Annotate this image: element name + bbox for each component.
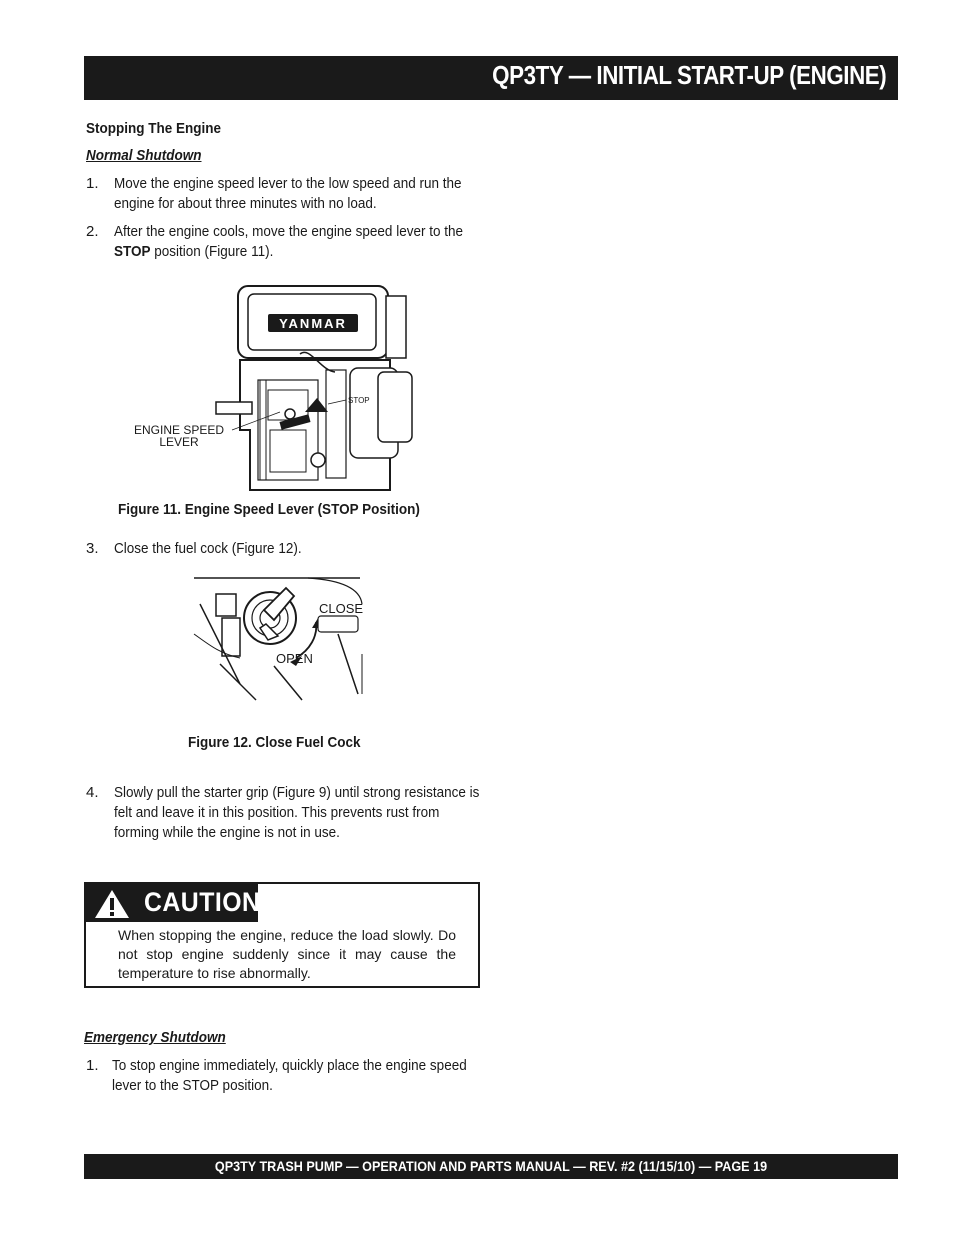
emergency-shutdown-heading: Emergency Shutdown xyxy=(84,1029,226,1046)
step-text-bold: STOP xyxy=(114,243,151,260)
stop-label: STOP xyxy=(348,396,370,405)
step-number: 3. xyxy=(86,540,99,557)
warning-triangle-icon xyxy=(94,889,130,919)
caution-header xyxy=(86,884,261,922)
step-text-part: After the engine cools, move the engine speed lever to the xyxy=(114,223,463,240)
step-number: 1. xyxy=(86,175,99,192)
footer-text: QP3TY TRASH PUMP — OPERATION AND PARTS MANUAL — REV. #2 (11/15/10) — PAGE 19 xyxy=(214,1158,768,1174)
page-title: QP3TY — INITIAL START-UP (ENGINE) xyxy=(491,60,886,90)
step-number: 1. xyxy=(86,1057,99,1074)
page-footer-bar xyxy=(84,1154,898,1179)
figure-11-engine-illustration xyxy=(120,280,420,500)
engine-speed-lever-label: ENGINE SPEED xyxy=(133,423,225,437)
step-text: Slowly pull the starter grip (Figure 9) until strong resistance is felt and leave it in this position. This prevents rust from forming while the engine is not in use. xyxy=(114,784,480,841)
open-label: OPEN xyxy=(276,651,313,666)
step-text: Close the fuel cock (Figure 12). xyxy=(114,540,302,557)
step-number: 2. xyxy=(86,223,99,240)
caution-box xyxy=(84,882,480,988)
close-label: CLOSE xyxy=(319,601,364,616)
caution-label: CAUTION xyxy=(144,887,261,917)
step-text: Move the engine speed lever to the low speed and run the engine for about three minutes with no load. xyxy=(114,175,462,212)
step-text: To stop engine immediately, quickly place the engine speed lever to the STOP position. xyxy=(112,1057,467,1094)
figure-12-fuel-cock-illustration xyxy=(190,574,370,704)
figure-11-caption: Figure 11. Engine Speed Lever (STOP Position) xyxy=(118,501,420,518)
caution-text: When stopping the engine, reduce the load slowly. Do not stop engine suddenly since it may cause the temperature to rise abnormally. xyxy=(118,927,456,981)
step-text-part: position (Figure 11). xyxy=(150,243,274,260)
step-text xyxy=(114,222,484,262)
section-title: Stopping The Engine xyxy=(86,120,221,137)
engine-brand-label: YANMAR xyxy=(279,316,347,331)
figure-12-caption: Figure 12. Close Fuel Cock xyxy=(188,734,361,751)
page-header-bar xyxy=(84,56,898,100)
step-number: 4. xyxy=(86,784,99,801)
engine-speed-lever-label-line2: LEVER xyxy=(159,435,199,449)
normal-shutdown-heading: Normal Shutdown xyxy=(86,147,202,164)
